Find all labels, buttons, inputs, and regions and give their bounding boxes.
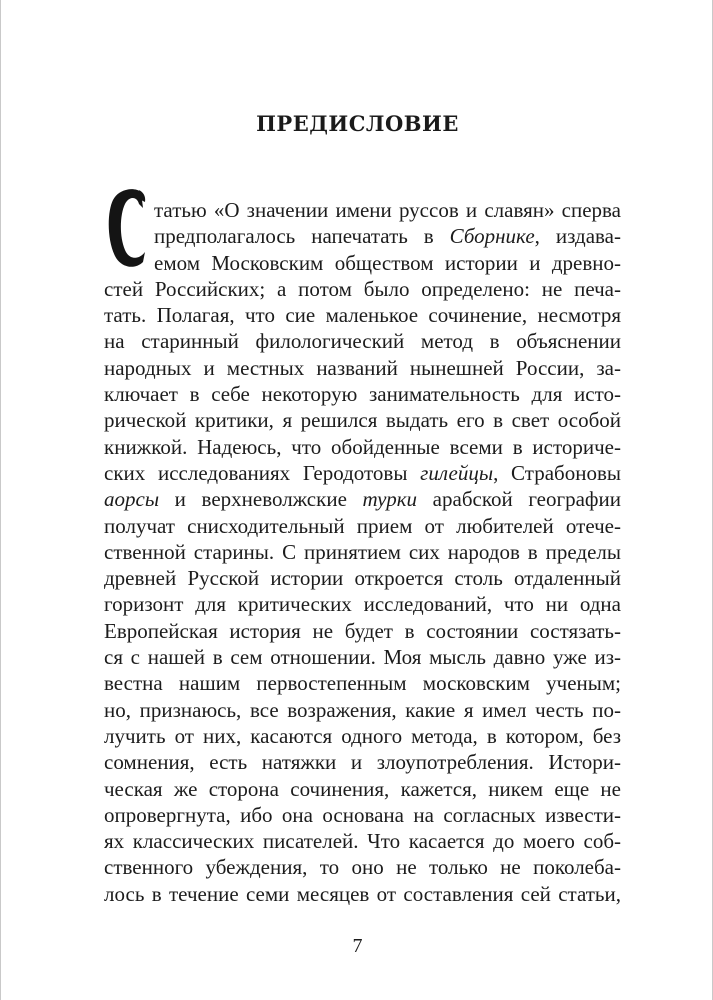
text-run: ключает в себе некоторую занимательность для исто- bbox=[104, 382, 621, 407]
text-line bbox=[104, 197, 621, 223]
text-run: горизонт для критических исследований, что ни одна bbox=[104, 592, 621, 617]
text-run: Европейская история не будет в состоянии состязать- bbox=[104, 618, 621, 643]
text-line bbox=[104, 749, 621, 775]
text-line bbox=[104, 670, 621, 696]
text-run: ся с нашей в сем отношении. Моя мысль давно уже из- bbox=[104, 645, 621, 670]
text-run: и верхневолжские bbox=[159, 487, 363, 512]
text-run: получат снисходительный прием от любителей отече- bbox=[104, 513, 621, 538]
text-run: ческая же сторона сочинения, кажется, никем еще не bbox=[104, 776, 621, 801]
text-line bbox=[104, 434, 621, 460]
text-line bbox=[104, 776, 621, 802]
text-run: книжкой. Надеюсь, что обойденные всеми в историче- bbox=[104, 434, 621, 459]
text-line bbox=[104, 539, 621, 565]
italic-term: Сборнике bbox=[449, 224, 535, 249]
text-line bbox=[104, 802, 621, 828]
text-line bbox=[104, 513, 621, 539]
text-run: лучить от них, касаются одного метода, в котором, без bbox=[104, 723, 621, 748]
text-line bbox=[104, 854, 621, 880]
text-run: сомнения, есть натяжки и злоупотребления. Истори- bbox=[104, 750, 621, 775]
preface-body bbox=[104, 197, 621, 907]
text-line bbox=[104, 276, 621, 302]
text-run: стей Российских; а потом было определено: не печа- bbox=[104, 276, 621, 301]
chapter-title: ПРЕДИСЛОВИЕ bbox=[256, 111, 459, 136]
text-run: ственного убеждения, то оно не только не поколеба- bbox=[104, 855, 621, 880]
italic-term: гилейцы bbox=[420, 460, 494, 485]
text-run: опровергнута, ибо она основана на согласных извести- bbox=[104, 802, 621, 827]
text-run: емом Московским обществом истории и древно- bbox=[154, 250, 621, 275]
text-line bbox=[104, 407, 621, 433]
text-line bbox=[104, 460, 621, 486]
text-run: татью «О значении имени руссов и славян» сперва bbox=[154, 198, 621, 222]
italic-term: турки bbox=[362, 487, 418, 512]
text-line bbox=[104, 328, 621, 354]
text-line bbox=[104, 565, 621, 591]
text-run: , Страбоновы bbox=[493, 460, 621, 485]
text-run: рической критики, я решился выдать его в свет особой bbox=[104, 408, 621, 433]
text-run: ственной старины. С принятием сих народов в пределы bbox=[104, 539, 621, 564]
text-line bbox=[104, 355, 621, 381]
text-line bbox=[104, 881, 621, 907]
text-run: на старинный филологический метод в объяснении bbox=[104, 329, 621, 354]
text-run: предполагалось напечатать в bbox=[154, 224, 450, 249]
text-line bbox=[104, 223, 621, 249]
text-run: арабской географии bbox=[417, 487, 621, 512]
text-line bbox=[104, 644, 621, 670]
text-line bbox=[104, 723, 621, 749]
text-line bbox=[104, 302, 621, 328]
text-line bbox=[104, 486, 621, 512]
text-run: вестна нашим первостепенным московским ученым; bbox=[104, 671, 621, 696]
italic-term: аорсы bbox=[104, 487, 160, 512]
text-run: народных и местных названий нынешней России, за- bbox=[104, 355, 621, 380]
text-line bbox=[104, 697, 621, 723]
text-run: лось в течение семи месяцев от составления сей статьи, bbox=[104, 881, 621, 906]
text-line bbox=[104, 381, 621, 407]
text-line bbox=[104, 591, 621, 617]
page-number: 7 bbox=[352, 935, 363, 957]
text-line bbox=[104, 828, 621, 854]
text-run: ях классических писателей. Что касается до моего соб- bbox=[104, 829, 621, 854]
text-line bbox=[104, 250, 621, 276]
text-line bbox=[104, 618, 621, 644]
text-run: , издава- bbox=[534, 224, 621, 249]
text-run: древней Русской истории откроется столь отдаленный bbox=[104, 566, 621, 591]
text-run: тать. Полагая, что сие маленькое сочинение, несмотря bbox=[104, 303, 621, 328]
text-run: но, признаюсь, все возражения, какие я имел честь по- bbox=[104, 697, 621, 722]
text-run: ских исследованиях Геродотовы bbox=[104, 460, 421, 485]
